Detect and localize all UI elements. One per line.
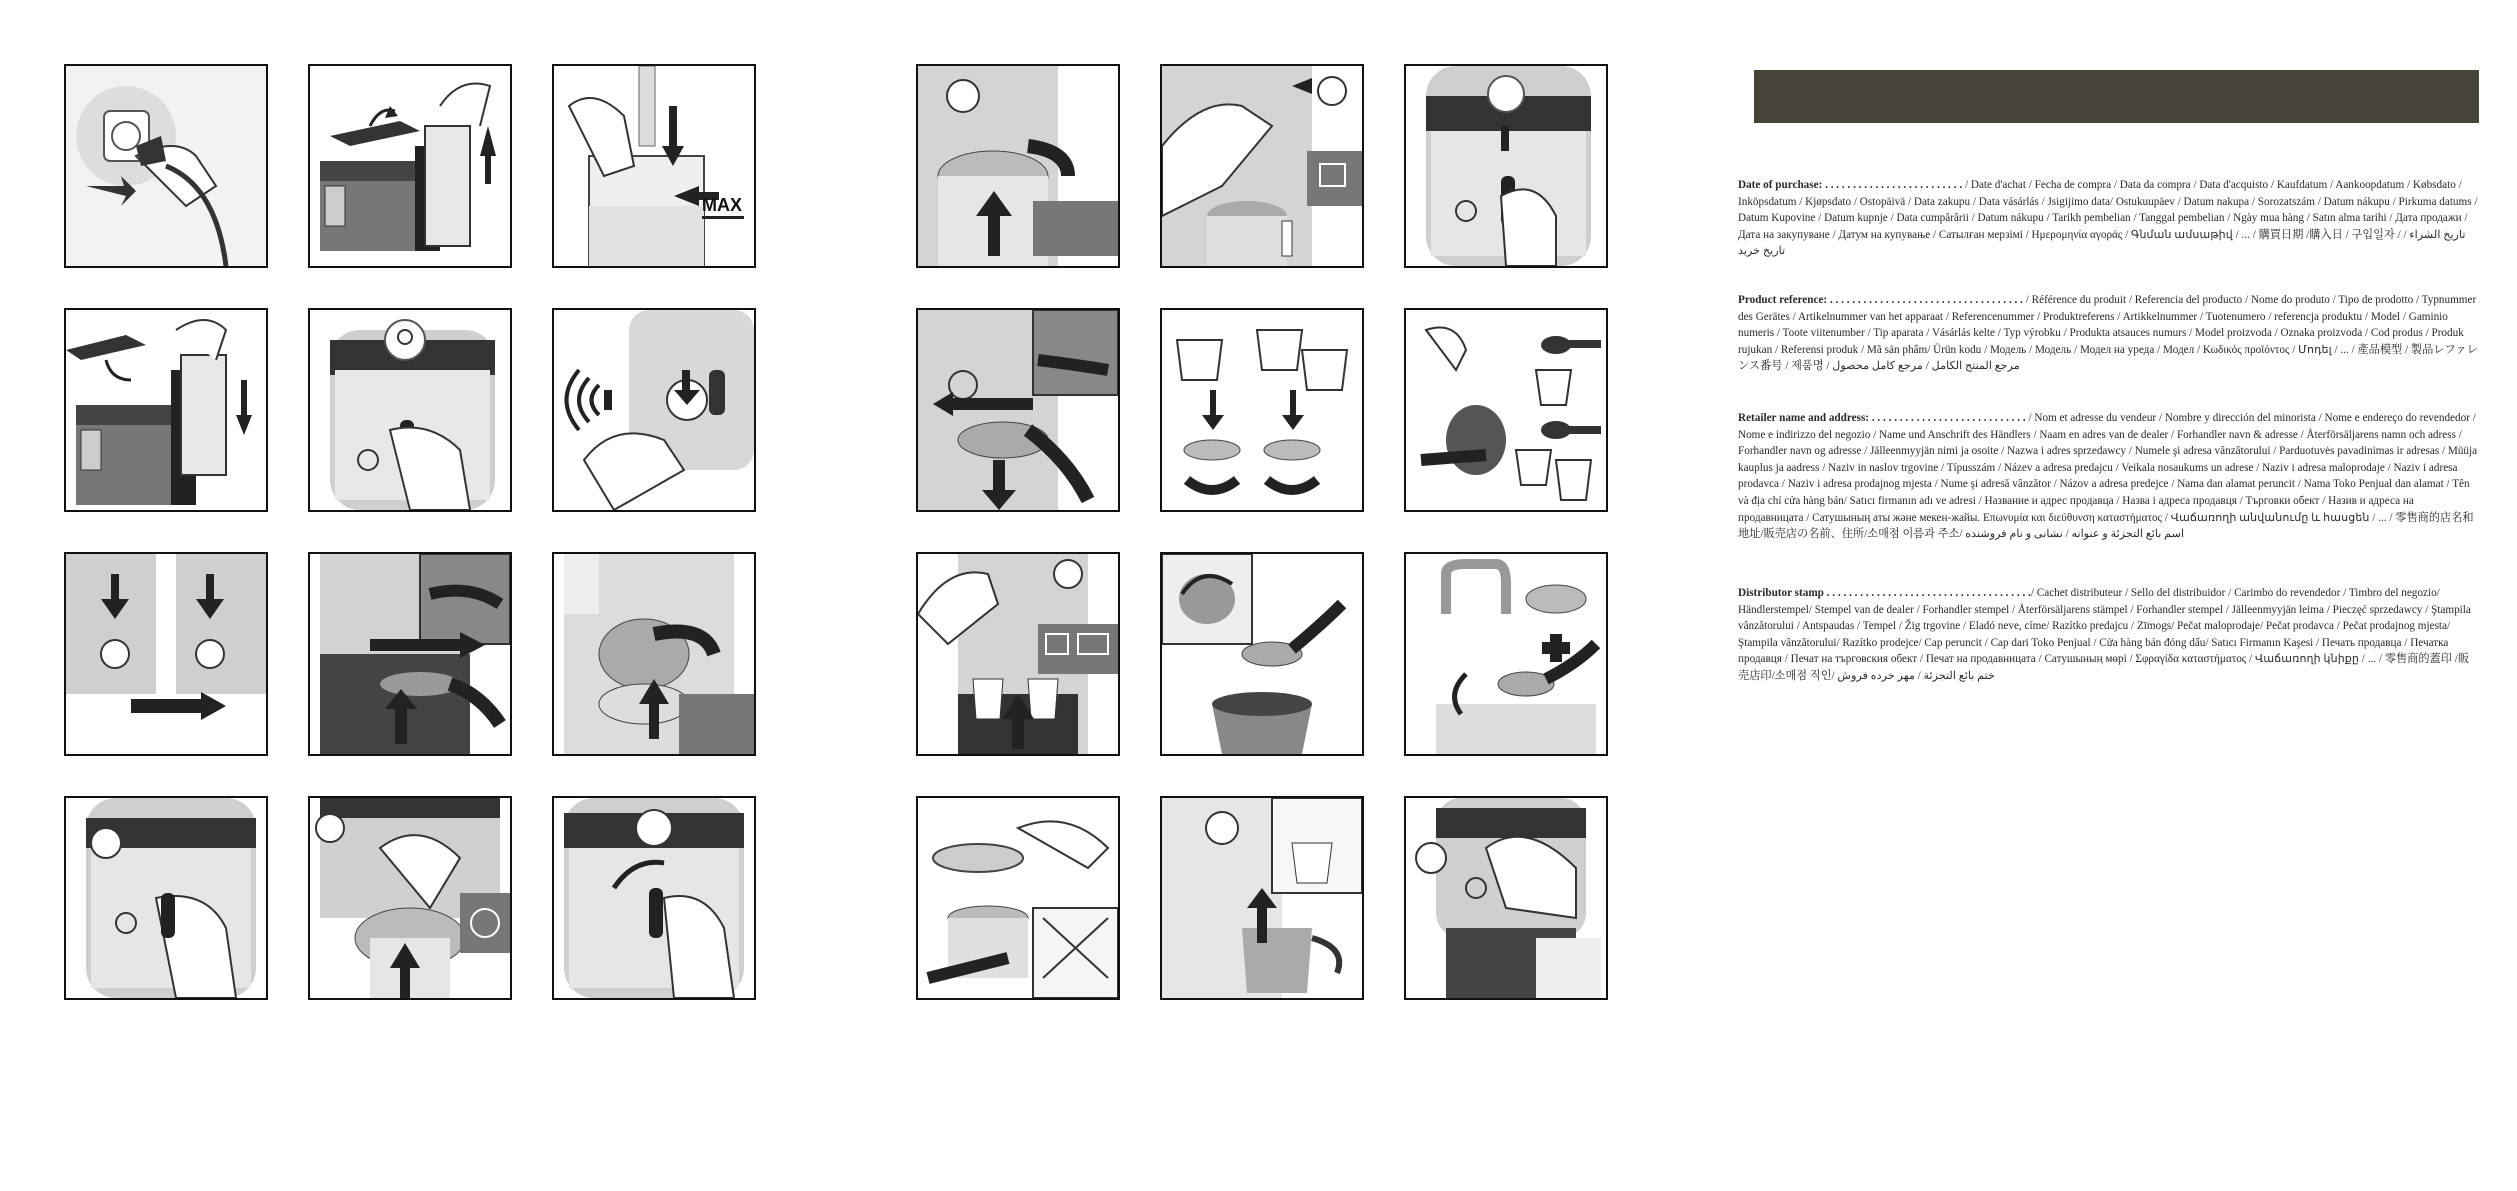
measure-coffee-illustration [1406,310,1606,510]
step-insert-water-tank [64,308,268,512]
step-milk-jug [1160,796,1364,1000]
retailer-lead: Retailer name and address: . . . . . . . . . . . . . . . . . . . . . . . . . . . . [1738,412,2026,424]
remove-holder-illustration [918,310,1118,510]
rinse-filter-illustration [1406,554,1606,754]
steam-timer-illustration [310,798,510,998]
product-reference-lead: Product reference: . . . . . . . . . . . . . . . . . . . . . . . . . . . . . . . . . . . [1738,294,2023,306]
step-sound-signal [552,308,756,512]
step-steam-dial [1404,796,1608,1000]
step-remove-filter-holder [916,308,1120,512]
distributor-text: / Cachet distributeur / Sello del distribuidor / Carimbo do revendedor / Timbro del negozio/ Händlerstempel/ Stempel van de dealer / Forhandler stempel / Återförsäljarens stämpel / Forhandler stempel / Jälleenmyyjän leima / Pieczęć sprzedawcy / Ştampila vânzătorului / Antspaudas / Tempel / Žig trgovine / Eladó neve, címe/ Razítko predajcu / Zīmogs/ Pečat maloprodaje/ Pečat prodavca / Pečat prodajnog mjesta/ Ştampila vânzătorului/ Razítko prodejce/ Cap peruncit / Cap dari Toko Penjual / Cửa hàng bán đóng dấu/ Satıcı Firmanın Kaşesi / Печать продавца / Печатка продавця / Печат на търговския обект / Печат на продавницата / Сатушының мөрі / Σφραγίδα καταστήματος / Վաճառողի կնիքը / ... / 零售商的蓋印 /販売店印/소매점 직인/ ختم بائع التجزئة / مهر خرده فروش [1738,587,2471,682]
plug-in-illustration [66,66,266,266]
select-cups-illustration [918,554,1118,754]
retailer-section [1738,410,2478,543]
step-pod-filter [916,796,1120,1000]
empty-grounds-illustration [1162,554,1362,754]
step-steam-timer [308,796,512,1000]
sound-illustration [554,310,754,510]
lock-holder-illustration [554,554,754,754]
product-reference-text: / Référence du produit / Referencia del producto / Nome do produto / Tipo de prodotto / Typnummer des Gerätes / Artikelnummer van het apparaat / Referencenummer / Produktreferens / Artikkelnummer / Tuotenumero / referencja produktu / Model / Gaminio numeris / Toote viitenumber / Tip aparata / Vásárlás kelte / Typ výrobku / Produkta atsauces numurs / Model proizvoda / Oznaka proizvoda / Cod produs / Produk rujukan / Referensi produk / Mã sản phẩm/ Ürün kodu / Модель / Модель / Модел на уреда / Модел / Κωδικός προϊόντος / Մոդել / ... / 產品模型 / 製品レファレンス番号 / 제품명 / مرجع المنتج الكامل / مرجع کامل محصول [1738,294,2478,373]
warranty-header-bar [1754,70,2479,123]
steam-dial-illustration [1406,798,1606,998]
step-remove-water-tank [308,64,512,268]
step-cup-selection [1160,64,1364,268]
date-of-purchase-text: / Date d'achat / Fecha de compra / Data da compra / Data d'acquisto / Kaufdatum / Aankoopdatum / Købsdato / Inköpsdatum / Kjøpsdato / Ostopäivä / Data zakupu / Data vásárlás / Jsigijimo data/ Ostukuupäev / Datum nakupa / Sorozatszám / Datum nákupu / Pirkuma datums / Datum Kupovine / Datum kupnje / Data cumpărării / Datum nákupu / Tarikh pembelian / Tanggal pembelian / Ngày mua hàng / Satın alma tarihi / Дата продажи / Дата на закупуване / Датум на купување / Сатылған мерзімі / Ημερομηνία αγοράς / Գնման ամսաթիվ / ... / 購買日期 /購入日 / 구입일자 / تاريخ الشراء / تاریخ خرید [1738,179,2478,258]
ground-coffee-illustration [1162,310,1362,510]
fill-tank-illustration [554,66,754,266]
step-plug-in [64,64,268,268]
product-reference-section [1738,292,2478,375]
preheat-illustration [918,66,1118,266]
coffee-button-illustration [1406,66,1606,266]
step-preheat [916,64,1120,268]
distributor-lead: Distributor stamp . . . . . . . . . . . . . . . . . . . . . . . . . . . . . . . . . . . . . [1738,587,2031,599]
step-fill-ground-coffee [1160,308,1364,512]
steam-off-illustration [554,798,754,998]
distributor-section [1738,585,2478,685]
steam-button-illustration [66,798,266,998]
step-coffee-button [1404,64,1608,268]
date-of-purchase-section [1738,177,2478,260]
max-label: MAX [702,195,742,215]
pod-filter-illustration [918,798,1118,998]
switch-on-illustration [310,310,510,510]
insert-tank-illustration [66,310,266,510]
step-attach-filter-holder [308,552,512,756]
buttons-flash-illustration [66,554,266,754]
step-empty-grounds [1160,552,1364,756]
warranty-card [1738,70,2478,682]
step-switch-on [308,308,512,512]
step-buttons-flash [64,552,268,756]
step-measure-coffee [1404,308,1608,512]
filter-holder-illustration [310,554,510,754]
step-steam-off [552,796,756,1000]
date-of-purchase-lead: Date of purchase: . . . . . . . . . . . . . . . . . . . . . . . . . [1738,179,1963,191]
step-steam-button [64,796,268,1000]
step-rinse-filter [1404,552,1608,756]
step-lock-filter-holder [552,552,756,756]
water-tank-illustration [310,66,510,266]
cup-selection-illustration [1162,66,1362,266]
step-fill-water-tank [552,64,756,268]
milk-jug-illustration [1162,798,1362,998]
retailer-text: / Nom et adresse du vendeur / Nombre y dirección del minorista / Nome e endereço do revendedor / Nome e indirizzo del negozio / Name und Anschrift des Händlers / Naam en adres van de dealer / Forhandler navn & adresse / Återförsäljarens namn och adress / Forhandler navn og adresse / Jälleenmyyjän nimi ja osoite / Nazwa i adres sprzedawcy / Numele şi adresa vânzătorului / Parduotuvės pavadinimas ir adresas / Müüja kauplus ja aadress / Naziv in naslov trgovine / Típusszám / Název a adresa predajcu / Veikala nosaukums un adrese / Naziv i adresa maloprodaje / Naziv i adresa prodavca / Naziv i adresa prodajnog mjesta / Nume şi adresă vânzător / Názov a adresa predejce / Nama dan alamat peruncit / Nama Toko Penjual dan alamat / Tên và địa chỉ cửa hàng bán/ Satıcı firmanın adı ve adresi / Название и адрес продавца / Назва і адреса продавця / Търговки обект / Назив и адреса на продавницата / Сатушының аты және мекен-жайы. Επωνυμία και διεύθυνση καταστήματος / Վաճառողի անվանումը և հասցեն / ... / 零售商的店名和地址/販売店の名前、住所/소매점 이름과 주소/ اسم بائع التجزئة و عنوانه / نشانی و نام فروشنده [1738,412,2478,541]
step-select-cups [916,552,1120,756]
